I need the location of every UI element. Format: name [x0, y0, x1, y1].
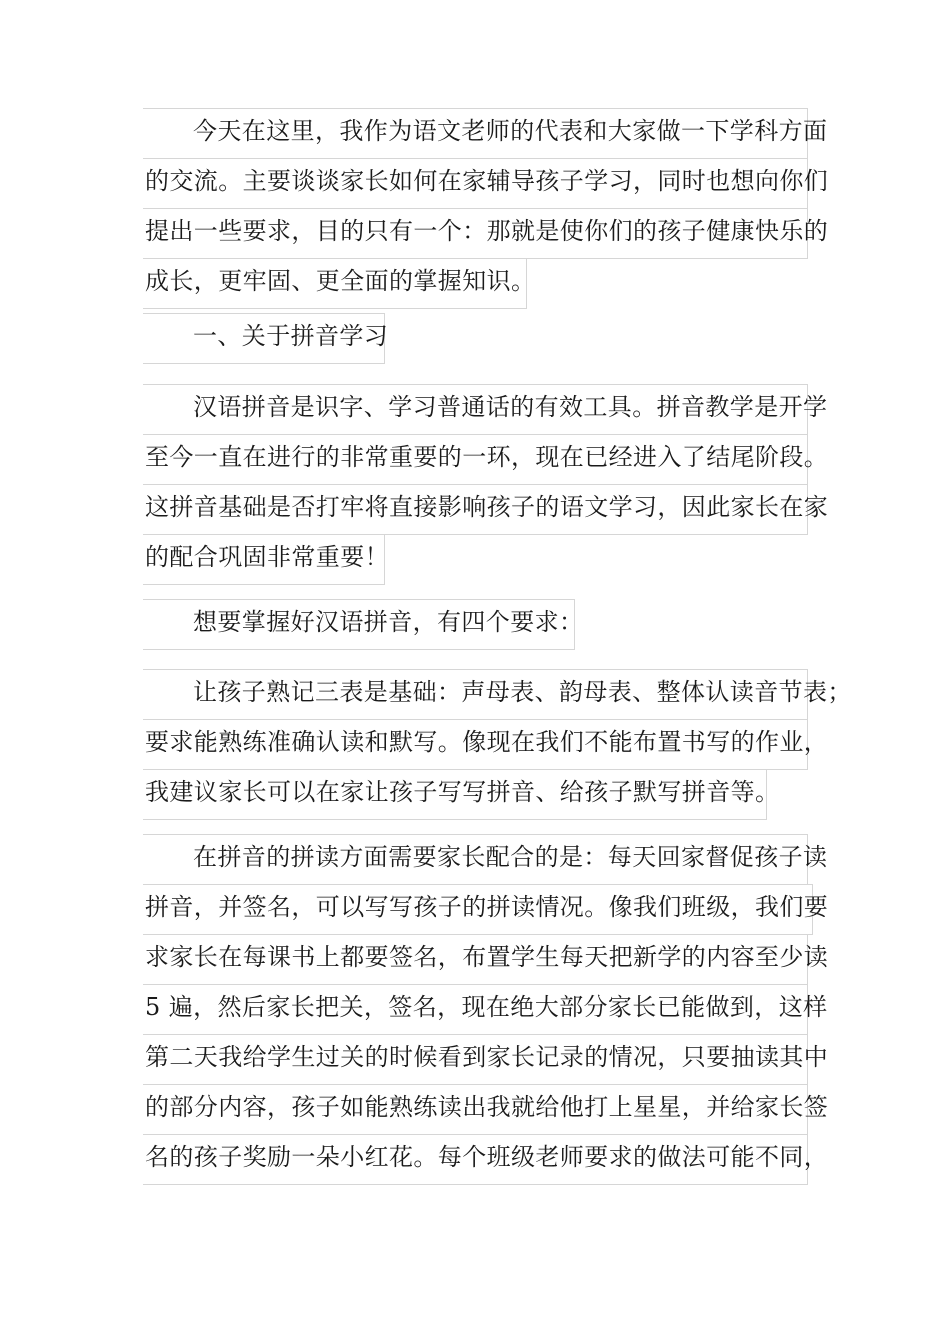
paragraph-pinyin-importance	[143, 384, 829, 584]
text-line: 今天在这里，我作为语文老师的代表和大家做一下学科方面	[143, 108, 808, 159]
text-line: 名的孩子奖励一朵小红花。每个班级老师要求的做法可能不同，	[143, 1134, 808, 1185]
paragraph-intro	[143, 108, 829, 308]
text-line: 这拼音基础是否打牢将直接影响孩子的语文学习，因此家长在家	[143, 484, 808, 535]
text-line: 想要掌握好汉语拼音，有四个要求：	[143, 599, 575, 650]
text-line: 在拼音的拼读方面需要家长配合的是：每天回家督促孩子读	[143, 834, 808, 885]
text-line: 第二天我给学生过关的时候看到家长记录的情况，只要抽读其中	[143, 1034, 808, 1085]
text-line: 的部分内容，孩子如能熟练读出我就给他打上星星，并给家长签	[143, 1084, 808, 1135]
text-line: 提出一些要求，目的只有一个：那就是使你们的孩子健康快乐的	[143, 208, 808, 259]
text-line: 的配合巩固非常重要！	[143, 534, 385, 585]
text-line: 成长，更牢固、更全面的掌握知识。	[143, 258, 527, 309]
text-line: 至今一直在进行的非常重要的一环，现在已经进入了结尾阶段。	[143, 434, 808, 485]
paragraph-reading-practice	[143, 834, 829, 1184]
text-line: 让孩子熟记三表是基础：声母表、韵母表、整体认读音节表；	[143, 669, 808, 720]
text-line: 我建议家长可以在家让孩子写写拼音、给孩子默写拼音等。	[143, 769, 767, 820]
text-line: 求家长在每课书上都要签名，布置学生每天把新学的内容至少读	[143, 934, 808, 985]
text-line: 拼音，并签名，可以写写孩子的拼读情况。像我们班级，我们要	[143, 884, 813, 935]
paragraph-four-requirements	[143, 599, 584, 649]
text-line: 的交流。主要谈谈家长如何在家辅导孩子学习，同时也想向你们	[143, 158, 808, 209]
text-line: 5 遍，然后家长把关，签名，现在绝大部分家长已能做到，这样	[143, 984, 808, 1035]
section-heading	[143, 313, 389, 363]
heading-line: 一、关于拼音学习	[143, 313, 385, 364]
paragraph-three-tables	[143, 669, 852, 819]
text-line: 汉语拼音是识字、学习普通话的有效工具。拼音教学是开学	[143, 384, 808, 435]
text-line: 要求能熟练准确认读和默写。像现在我们不能布置书写的作业，	[143, 719, 808, 770]
